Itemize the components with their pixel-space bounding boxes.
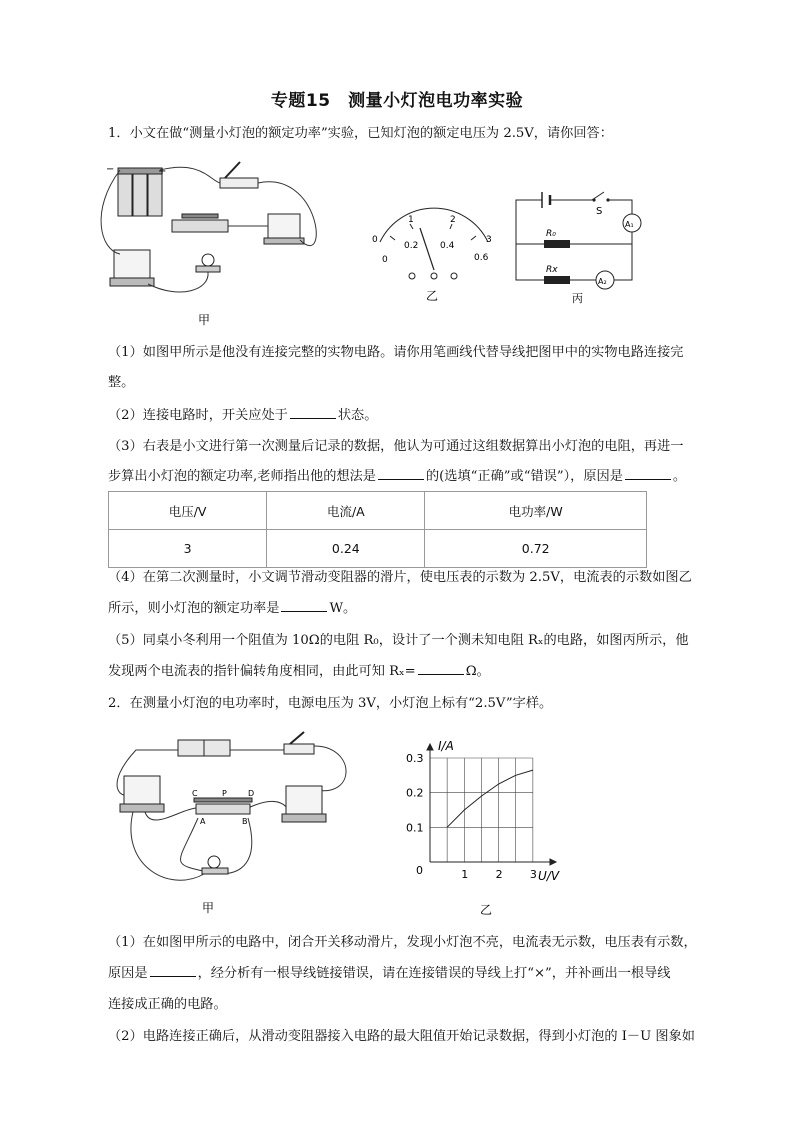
table-header-row [109, 492, 647, 530]
rheostat-icon [194, 798, 252, 814]
meter-top-tick: 1 [408, 215, 414, 225]
table-cell: 0.24 [267, 530, 425, 568]
bulb-icon [202, 856, 228, 874]
q1-part4-line2: 所示，则小灯泡的额定功率是 W。 [108, 601, 357, 616]
battery-icon [118, 168, 162, 216]
q2-part1-line2: 原因是 ，经分析有一根导线链接错误，请在连接错误的导线上打“×”，并补画出一根导线 [108, 966, 671, 981]
q1-fig-jia-caption: 甲 [198, 313, 211, 327]
answer-blank[interactable] [290, 406, 336, 419]
q2-stem: 2．在测量小灯泡的电功率时，电源电压为 3V，小灯泡上标有“2.5V”字样。 [108, 696, 553, 711]
answer-blank[interactable] [150, 964, 196, 977]
svg-text:+: + [158, 166, 167, 177]
meter-needle [420, 228, 434, 270]
answer-blank[interactable] [418, 662, 464, 675]
q1-part2: （2）连接电路时，开关应处于 状态。 [108, 408, 378, 423]
x-tick-label: 2 [495, 868, 503, 881]
meter-bottom-tick: 0.4 [440, 241, 455, 251]
answer-blank[interactable] [378, 467, 424, 480]
q1-part5-line1: （5）同桌小冬利用一个阻值为 10Ω的电阻 R₀，设计了一个测未知电阻 Rₓ的电路，如图丙所示，他 [108, 633, 689, 648]
meter-top-tick: 3 [486, 235, 492, 245]
answer-blank[interactable] [281, 599, 327, 612]
bulb-icon [196, 254, 220, 272]
switch-icon [284, 732, 314, 754]
q1-part5-line2: 发现两个电流表的指针偏转角度相同，由此可知 Rₓ= Ω。 [108, 664, 490, 679]
x-tick-label: 1 [461, 868, 469, 881]
y-tick-label: 0.2 [406, 786, 424, 800]
voltmeter-icon [120, 776, 164, 812]
ammeter-a1-label: A₁ [625, 220, 634, 229]
q1-part3-line2: 步算出小灯泡的额定功率,老师指出他的想法是 的(选填“正确”或“错误”），原因是 。 [108, 469, 687, 484]
ammeter-icon [282, 786, 326, 822]
ammeter-a2-label: A₂ [598, 277, 607, 286]
q2-part2-line1: （2）电路连接正确后，从滑动变阻器接入电路的最大阻值开始记录数据，得到小灯泡的 I－U 图象如 [108, 1029, 695, 1044]
q2-fig-jia-caption: 甲 [202, 901, 215, 915]
q2-part1-line3: 连接成正确的电路。 [108, 997, 227, 1012]
rheostat-label-d: D [248, 789, 255, 798]
x-tick-label: 3 [529, 868, 537, 881]
q1-part4-line1: （4）在第二次测量时，小文调节滑动变阻器的滑片，使电压表的示数为 2.5V，电流表的示数如图乙 [108, 570, 692, 585]
answer-blank[interactable] [625, 467, 671, 480]
table-header-cell: 电流/A [267, 492, 425, 530]
q1-part1-line1: （1）如图甲所示是他没有连接完整的实物电路。请你用笔画线代替导线把图甲中的实物电路连接完 [108, 345, 684, 360]
y-axis-arrow [427, 744, 433, 750]
meter-bottom-tick: 0 [382, 255, 388, 265]
meter-bottom-tick: 0.6 [474, 253, 489, 263]
table-cell: 3 [109, 530, 267, 568]
rheostat-label-b: B [242, 817, 248, 826]
y-tick-label: 0.3 [406, 752, 424, 765]
meter-top-tick: 2 [450, 215, 456, 225]
battery-symbol [542, 192, 550, 208]
x-axis-arrow [550, 859, 556, 865]
battery-icon [178, 740, 230, 756]
resistor-r0-icon [544, 240, 570, 248]
q2-figure-jia [108, 724, 358, 920]
q1-figure-bing [508, 180, 658, 310]
y-tick-label: 0.1 [406, 821, 424, 835]
chart-ylabel: I/A [438, 739, 454, 753]
rheostat-label-a: A [200, 817, 206, 826]
q1-stem: 1．小文在做“测量小灯泡的额定功率”实验，已知灯泡的额定电压为 2.5V，请你回答： [108, 126, 613, 141]
rheostat-label-c: C [192, 789, 198, 798]
voltmeter-icon [264, 214, 304, 244]
rheostat-label-p: P [222, 789, 227, 798]
chart-xlabel: U/V [538, 869, 560, 883]
table-header-cell: 电压/V [109, 492, 267, 530]
table-row [109, 530, 647, 568]
table-header-cell: 电功率/W [425, 492, 647, 530]
meter-bottom-tick: 0.2 [404, 241, 419, 251]
q2-fig-yi-caption: 乙 [480, 903, 493, 917]
q2-iu-chart [400, 730, 580, 920]
meter-top-tick: 0 [372, 235, 378, 245]
table-cell: 0.72 [425, 530, 647, 568]
q1-part1-line2: 整。 [108, 375, 135, 390]
q1-figure-yi [360, 200, 500, 310]
q1-figure-jia [100, 150, 340, 327]
iu-curve [447, 770, 533, 827]
q2-part1-line1: （1）在如图甲所示的电路中，闭合开关移动滑片，发现小灯泡不亮，电流表无示数，电压表有示数， [108, 935, 697, 950]
resistor-rx-label: Rx [546, 265, 558, 275]
q1-part3-line1: （3）右表是小文进行第一次测量后记录的数据，他认为可通过这组数据算出小灯泡的电阻，再进一 [108, 439, 684, 454]
rheostat-icon [172, 214, 228, 232]
ammeter-icon [110, 250, 154, 286]
resistor-r0-label: R₀ [546, 229, 556, 239]
switch-label: S [596, 206, 603, 217]
q1-fig-yi-caption: 乙 [426, 289, 439, 303]
resistor-rx-icon [544, 276, 570, 284]
q1-fig-bing-caption: 丙 [572, 292, 583, 305]
switch-icon [220, 162, 258, 188]
q1-data-table [108, 491, 647, 568]
svg-text:−: − [106, 164, 115, 175]
chart-origin-label: 0 [416, 864, 423, 877]
page-title: 专题15 测量小灯泡电功率实验 [270, 91, 524, 111]
